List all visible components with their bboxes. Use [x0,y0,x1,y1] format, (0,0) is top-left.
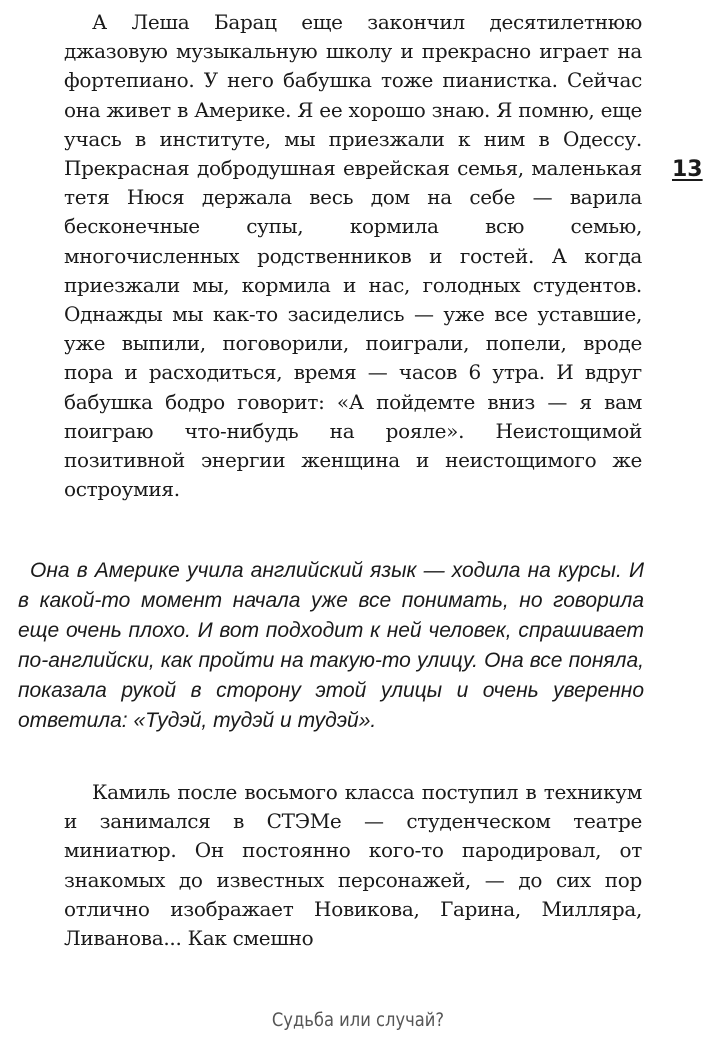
paragraph-grandmother: А Леша Барац еще закончил десятилетнюю джазовую музыкальную школу и прекрасно играет на фортепиано. У него бабушка тоже пианистка. Сейчас она живет в Америке. Я ее хорошо знаю. Я помню, еще учась в институте, мы приезжали к ним в Одессу. Прекрасная добродушная еврейская семья, маленькая тетя Нюся держала весь дом на себе — варила бесконечные супы, кормила всю семью, многочисленных родственников и гостей. А когда приезжали мы, кормила и нас, голодных студентов. Однажды мы как-то засиделись — уже все уставшие, уже выпили, поговорили, поиграли, попели, вроде пора и расходиться, время — часов 6 утра. И вдруг бабушка бодро говорит: «А пойдемте вниз — я вам поиграю что-нибудь на рояле». Неистощимой позитивной энергии женщина и неистощимого же остроумия. [64,10,642,502]
main-text-block-2 [64,778,642,953]
running-footer-title: Судьба или случай? [271,1009,445,1031]
page-number: 13 [672,157,703,182]
handwritten-note-block [18,556,644,736]
paragraph-america-anecdote: Она в Америке учила английский язык — ходила на курсы. И в какой-то момент начала уже все понимать, но говорила еще очень плохо. И вот подходит к ней человек, спрашивает по-английски, как пройти на такую-то улицу. Она все поняла, показала рукой в сторону этой улицы и очень уверенно ответила: «Тудэй, тудэй и тудэй». [18,559,644,732]
main-text-block-1 [64,8,642,504]
paragraph-kamil: Камиль после восьмого класса поступил в техникум и занимался в СТЭМе — студенческом театре миниатюр. Он постоянно кого-то пародировал, от знакомых до известных персонажей, — до сих пор отлично изображает Новикова, Гарина, Милляра, Ливанова... Как смешно [64,780,642,951]
